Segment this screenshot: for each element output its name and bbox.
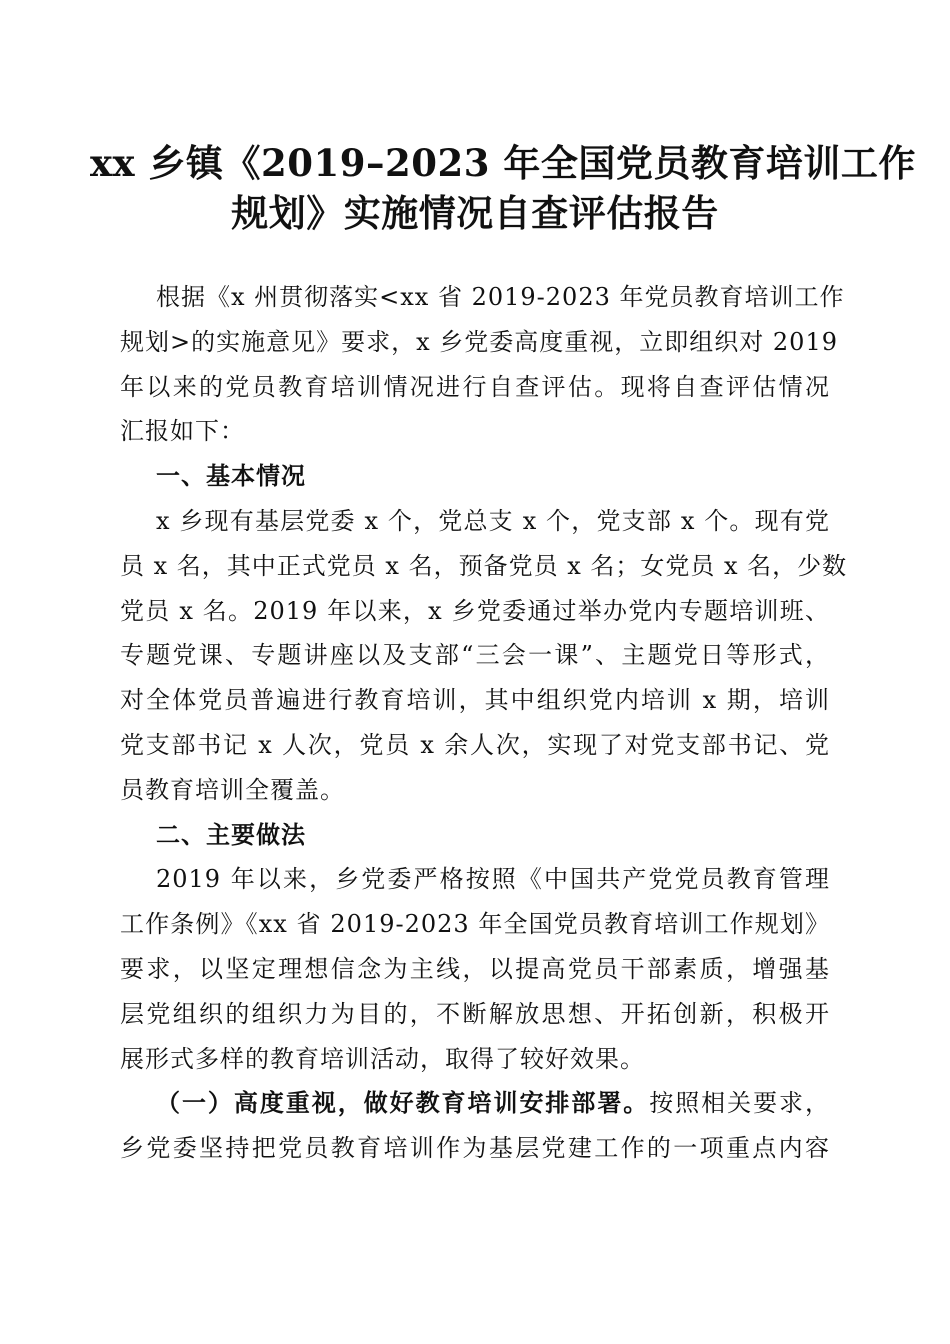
section1-line-1: x 乡现有基层党委 x 个，党总支 x 个，党支部 x 个。现有党 — [156, 506, 830, 535]
section1-line-2: 员 x 名，其中正式党员 x 名，预备党员 x 名；女党员 x 名，少数 — [120, 551, 848, 580]
subsection1-line-1 — [120, 1081, 830, 1126]
title-line-2: 规划》实施情况自查评估报告 — [231, 191, 719, 235]
subsection1-lead: （一）高度重视，做好教育培训安排部署。 — [156, 1088, 650, 1118]
intro-line-4: 汇报如下： — [120, 417, 245, 446]
section2-line-2: 工作条例》《xx 省 2019-2023 年全国党员教育培训工作规划》 — [120, 910, 830, 939]
section2-line-5: 展形式多样的教育培训活动，取得了较好效果。 — [120, 1044, 645, 1073]
section2-line-4: 层党组织的组织力为目的，不断解放思想、开拓创新，积极开 — [120, 999, 830, 1028]
section-heading-basic-situation: 一、基本情况 — [156, 462, 306, 491]
section1-line-5: 对全体党员普遍进行教育培训，其中组织党内培训 x 期，培训 — [120, 686, 830, 715]
subsection1-lead-rest: 按照相关要求， — [649, 1089, 831, 1118]
intro-line-1: 根据《x 州贯彻落实<xx 省 2019-2023 年党员教育培训工作 — [156, 283, 845, 311]
section2-line-3: 要求，以坚定理想信念为主线，以提高党员干部素质，增强基 — [120, 954, 830, 983]
section1-line-6: 党支部书记 x 人次，党员 x 余人次，实现了对党支部书记、党 — [120, 730, 830, 759]
intro-line-3: 年以来的党员教育培训情况进行自查评估。现将自查评估情况 — [120, 372, 830, 401]
title-line-1: xx 乡镇《2019–2023 年全国党员教育培训工作 — [90, 141, 916, 185]
section1-line-3: 党员 x 名。2019 年以来，x 乡党委通过举办党内专题培训班、 — [120, 596, 830, 625]
section1-line-7: 员教育培训全覆盖。 — [120, 775, 345, 804]
intro-line-2: 规划>的实施意见》要求，x 乡党委高度重视，立即组织对 2019 — [120, 327, 838, 356]
section-heading-main-practices: 二、主要做法 — [156, 820, 306, 849]
document-body — [120, 275, 848, 1171]
section2-line-1: 2019 年以来，乡党委严格按照《中国共产党党员教育管理 — [156, 865, 830, 894]
subsection1-line-2: 乡党委坚持把党员教育培训作为基层党建工作的一项重点内容 — [120, 1134, 830, 1163]
section1-line-4: 专题党课、专题讲座以及支部“三会一课”、主题党日等形式， — [120, 641, 830, 670]
document-title — [90, 138, 916, 238]
